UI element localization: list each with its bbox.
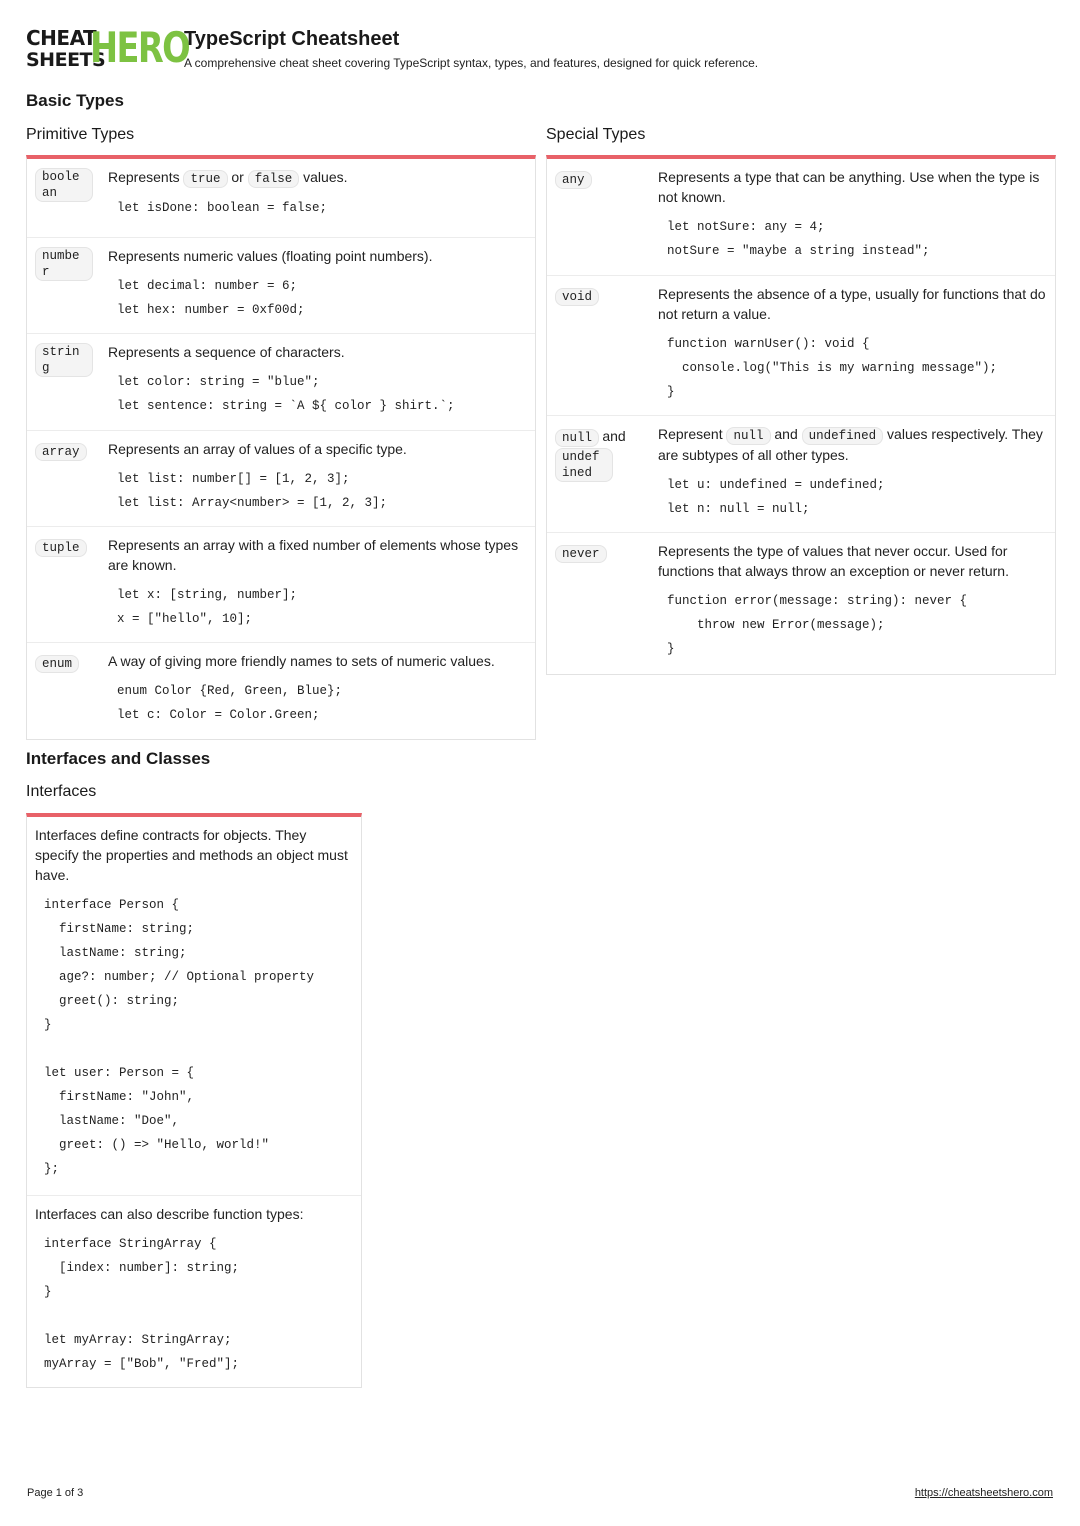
- description: Represents the absence of a type, usually for functions that do not return a value.: [658, 286, 1046, 322]
- description: Represents an array with a fixed number of elements whose types are known.: [108, 537, 519, 573]
- term-cell: [35, 536, 95, 558]
- code-pill: any: [555, 171, 592, 189]
- table-row: [27, 159, 535, 238]
- code-pill: true: [183, 170, 227, 188]
- term-cell: [35, 247, 95, 282]
- section-title-basic-types: Basic Types: [26, 91, 124, 110]
- code-pill: string: [35, 343, 93, 377]
- code-pill: undefined: [802, 427, 884, 445]
- code-pill: false: [248, 170, 300, 188]
- description: Represent null and undefined values respectively. They are subtypes of all other types.: [658, 426, 1043, 463]
- logo-text-cheat: CHEAT: [26, 26, 97, 50]
- table-row: [547, 159, 1055, 276]
- code-block: interface Person { firstName: string; lastName: string; age?: number; // Optional property greet(): string; } let user: Person = { firstName: "John", lastName: "Doe", greet: () => "Hello, world!" };: [44, 898, 315, 1176]
- table-row: [27, 238, 535, 334]
- code-block: let color: string = "blue"; let sentence: string = `A ${ color } shirt.`;: [117, 375, 455, 413]
- table-row: [27, 817, 361, 1196]
- code-block: let list: number[] = [1, 2, 3]; let list: Array<number> = [1, 2, 3];: [117, 472, 388, 510]
- description: Represents true or false values.: [108, 169, 348, 186]
- term-cell: null and undefined: [555, 425, 645, 483]
- code-block: interface StringArray { [index: number]: string; } let myArray: StringArray; myArray = ["Bob", "Fred"];: [44, 1237, 240, 1371]
- term-cell: [35, 343, 95, 378]
- subsection-title-primitive-types: Primitive Types: [26, 126, 135, 143]
- table-row: [27, 334, 535, 431]
- code-block: function error(message: string): never { throw new Error(message); }: [667, 594, 968, 656]
- table-row: [547, 416, 1055, 533]
- description: Represents a sequence of characters.: [108, 344, 345, 360]
- code-block: let x: [string, number]; x = ["hello", 10];: [117, 588, 298, 626]
- code-block: let decimal: number = 6; let hex: number = 0xf00d;: [117, 279, 305, 317]
- logo-text-hero: HERO: [90, 23, 190, 72]
- table-row: [27, 643, 535, 739]
- table-row: [547, 276, 1055, 416]
- description: Interfaces define contracts for objects. They specify the properties and methods an object must have.: [35, 827, 348, 883]
- code-block: enum Color {Red, Green, Blue}; let c: Color = Color.Green;: [117, 684, 343, 722]
- description: Represents numeric values (floating point numbers).: [108, 248, 433, 264]
- section-title-interfaces-classes: Interfaces and Classes: [26, 749, 211, 768]
- code-pill: never: [555, 545, 607, 563]
- term-cell: [35, 652, 95, 674]
- page-title: TypeScript Cheatsheet: [184, 28, 400, 50]
- description: Interfaces can also describe function types:: [35, 1206, 304, 1222]
- code-block: let isDone: boolean = false;: [117, 201, 328, 215]
- code-pill: null: [726, 427, 770, 445]
- code-pill: undefined: [555, 448, 613, 482]
- page-number: Page 1 of 3: [27, 1487, 84, 1499]
- table-row: [27, 431, 535, 527]
- site-link[interactable]: https://cheatsheetshero.com: [914, 1487, 1053, 1499]
- code-pill: number: [35, 247, 93, 281]
- cheatsheetshero-logo[interactable]: [26, 23, 190, 72]
- description: Represents an array of values of a specific type.: [108, 441, 407, 457]
- term-cell: [555, 542, 645, 564]
- description: Represents the type of values that never occur. Used for functions that always throw an exception or never return.: [658, 543, 1009, 579]
- code-pill: boolean: [35, 168, 93, 202]
- code-pill: enum: [35, 655, 79, 673]
- page-subtitle: A comprehensive cheat sheet covering TypeScript syntax, types, and features, designed for quick reference.: [184, 56, 759, 70]
- description: Represents a type that can be anything. Use when the type is not known.: [658, 169, 1040, 205]
- page-header: [26, 23, 1056, 72]
- code-pill: array: [35, 443, 87, 461]
- special-types-card: [546, 155, 1056, 675]
- subsection-title-special-types: Special Types: [546, 126, 646, 143]
- table-row: [27, 1196, 361, 1387]
- term-cell: [35, 440, 95, 462]
- term-cell: [35, 168, 95, 203]
- code-block: let u: undefined = undefined; let n: null = null;: [667, 478, 885, 516]
- code-pill: tuple: [35, 539, 87, 557]
- logo-text-sheets: SHEETS: [26, 49, 106, 71]
- term-cell: [555, 285, 645, 307]
- table-row: [27, 527, 535, 643]
- code-pill: void: [555, 288, 599, 306]
- subsection-title-interfaces: Interfaces: [26, 783, 97, 800]
- description: A way of giving more friendly names to sets of numeric values.: [108, 653, 495, 669]
- code-block: let notSure: any = 4; notSure = "maybe a string instead";: [667, 220, 930, 258]
- primitive-types-card: [26, 155, 536, 740]
- code-pill: null: [555, 429, 599, 447]
- code-block: function warnUser(): void { console.log("This is my warning message"); }: [667, 337, 998, 399]
- interfaces-card: [26, 813, 362, 1388]
- term-cell: [555, 168, 645, 190]
- table-row: [547, 533, 1055, 674]
